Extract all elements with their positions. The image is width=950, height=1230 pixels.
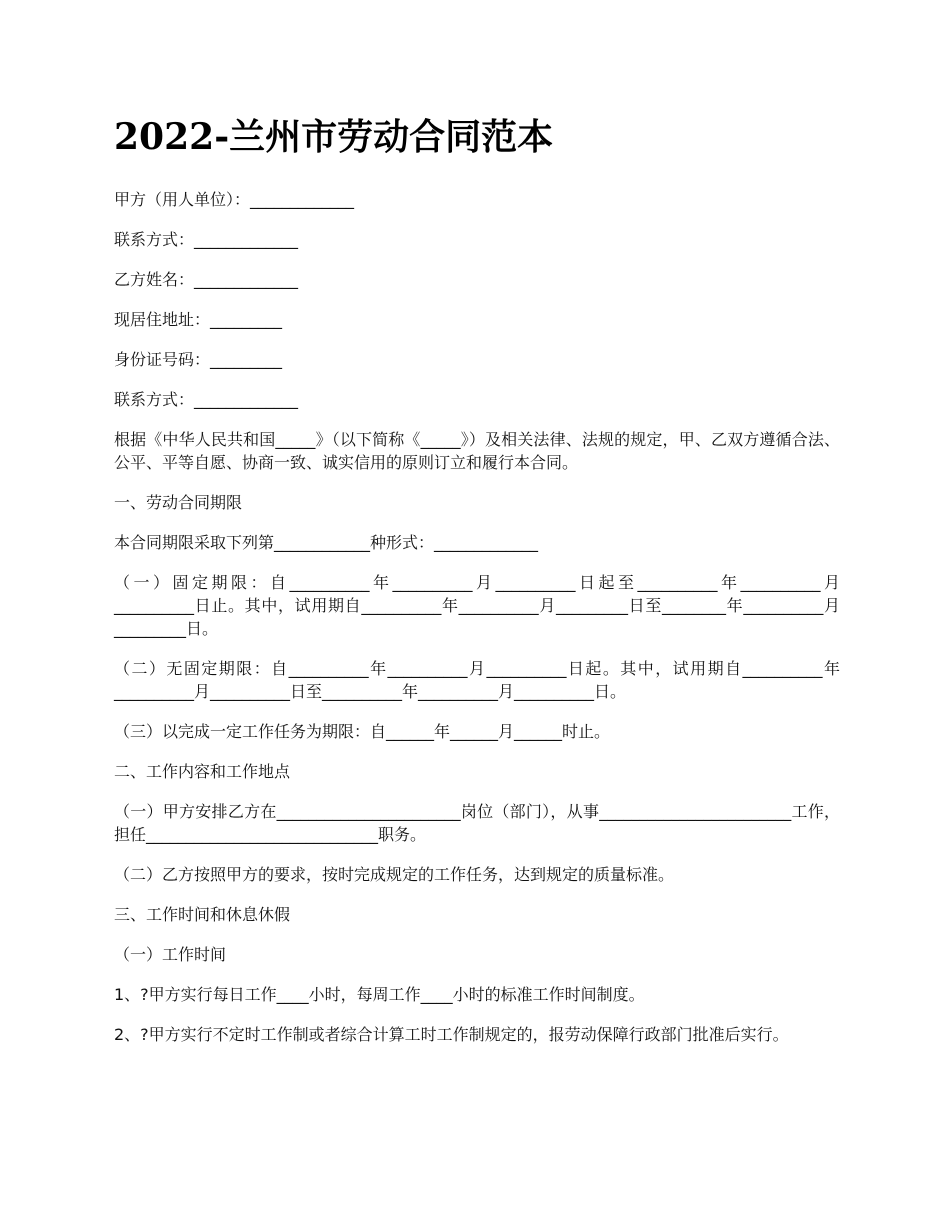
document-title: 2022-兰州市劳动合同范本 [114,116,554,158]
party-b-contact: 联系方式：_____________ [114,390,299,409]
work-position-paragraph: （一）甲方安排乙方在_______________________岗位（部门），从事________________________工作，担任_____________________________职务。 [114,802,840,844]
task-term-paragraph: （三）以完成一定工作任务为期限：自______年______月______时止。 [114,722,611,741]
party-b-address: 现居住地址：_________ [114,310,283,329]
section-heading-work: 二、工作内容和工作地点 [114,762,291,781]
party-b-id-number: 身份证号码：_________ [114,350,283,369]
flexible-hours-paragraph: 2、?甲方实行不定时工作制或者综合计算工时工作制规定的，报劳动保障行政部门批准后实行。 [114,1025,789,1044]
section-heading-term: 一、劳动合同期限 [114,493,243,512]
work-requirements-paragraph: （二）乙方按照甲方的要求，按时完成规定的工作任务，达到规定的质量标准。 [114,865,675,884]
preamble-paragraph: 根据《中华人民共和国_____》（以下简称《_____》）及相关法律、法规的规定，甲、乙双方遵循合法、公平、平等自愿、协商一致、诚实信用的原则订立和履行本合同。 [114,430,840,472]
party-a-employer: 甲方（用人单位）：_____________ [114,190,355,209]
party-a-contact: 联系方式：_____________ [114,230,299,249]
open-term-paragraph: （二）无固定期限：自__________年__________月__________日起。其中，试用期自__________年__________月__________日至__________年__________月__________日。 [114,659,840,701]
document-page [114,112,840,1063]
section-heading-hours: 三、工作时间和休息休假 [114,905,291,924]
party-b-name: 乙方姓名：_____________ [114,270,299,289]
term-form-paragraph: 本合同期限采取下列第____________种形式：_____________ [114,533,539,552]
fixed-term-paragraph: （一）固定期限：自__________年__________月__________日起至__________年__________月__________日止。其中，试用期自__________年__________月_________日至________年__________月_________日。 [114,573,840,638]
standard-hours-paragraph: 1、?甲方实行每日工作____小时，每周工作____小时的标准工作时间制度。 [114,985,645,1004]
subheading-working-time: （一）工作时间 [114,945,227,964]
